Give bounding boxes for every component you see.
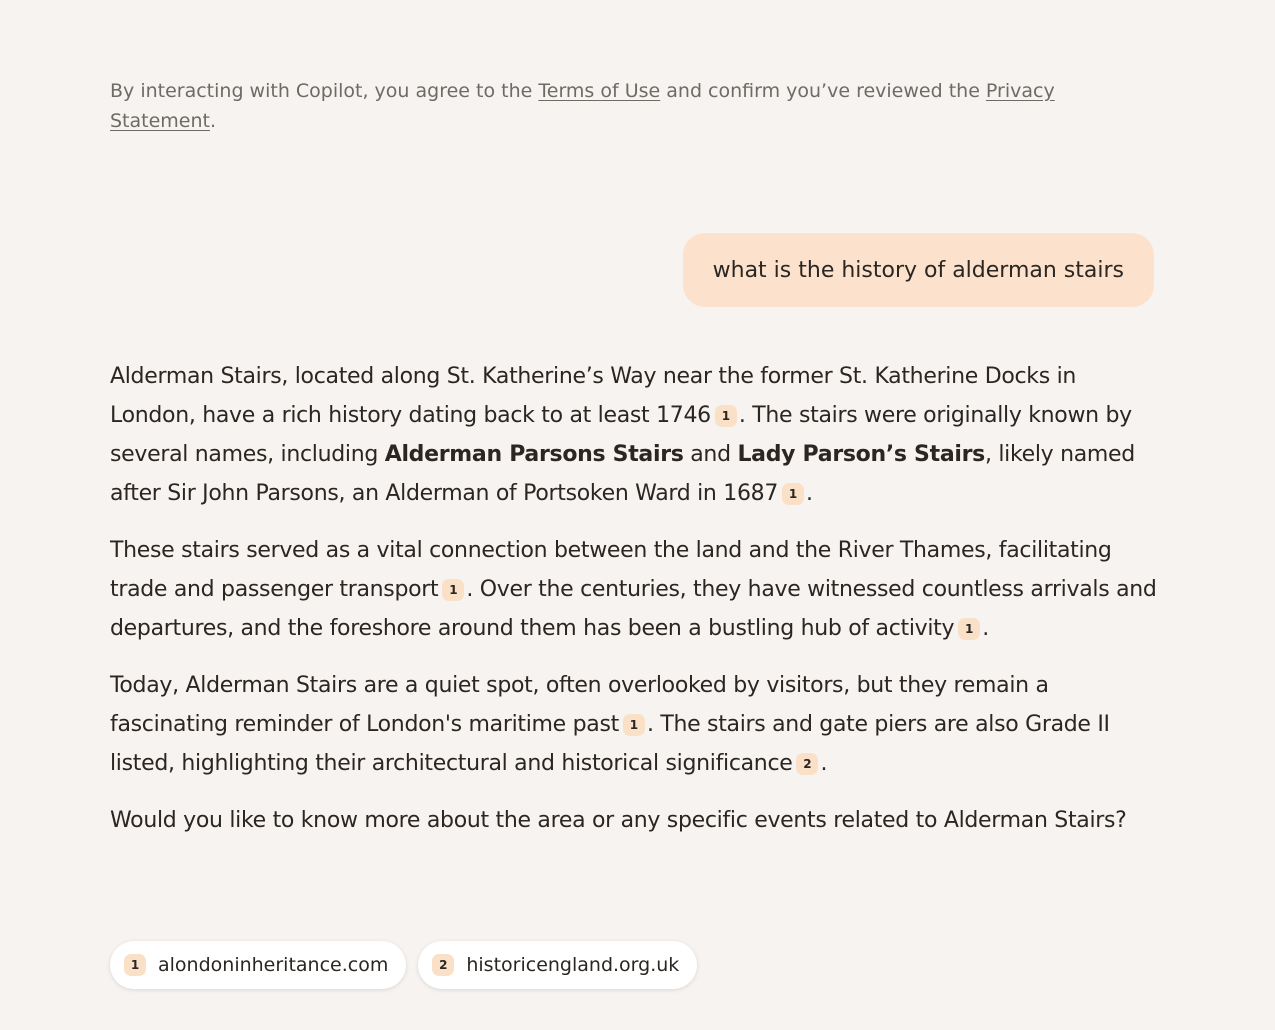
response-text: , likely named after Sir John Parsons, an Alderman of Portsoken Ward in 1687	[110, 442, 1135, 506]
response-paragraph-3	[110, 666, 1160, 783]
source-list	[110, 941, 697, 989]
source-number-badge: 1	[124, 954, 146, 976]
citation-badge[interactable]: 2	[796, 753, 818, 775]
source-chip-alondoninheritance[interactable]	[110, 941, 406, 989]
response-text: These stairs served as a vital connection between the land and the River Thames, facilitating trade and passenger transport	[110, 538, 1112, 602]
response-text: and	[683, 442, 738, 467]
user-message-text: what is the history of alderman stairs	[712, 257, 1124, 283]
assistant-response	[110, 357, 1160, 858]
response-text: . Over the centuries, they have witnessed countless arrivals and departures, and the foreshore around them has been a bustling hub of activity	[110, 577, 1157, 641]
response-text: Today, Alderman Stairs are a quiet spot, often overlooked by visitors, but they remain a fascinating reminder of London's maritime past	[110, 673, 1049, 737]
response-text: .	[982, 616, 989, 641]
disclaimer-prefix: By interacting with Copilot, you agree to the	[110, 80, 539, 102]
response-paragraph-4: Would you like to know more about the area or any specific events related to Alderman Stairs?	[110, 808, 1127, 833]
citation-badge[interactable]: 1	[623, 714, 645, 736]
disclaimer-suffix: .	[209, 110, 217, 132]
terms-of-use-link[interactable]: Terms of Use	[538, 80, 661, 102]
citation-badge[interactable]: 1	[782, 483, 804, 505]
bold-term: Alderman Parsons Stairs	[384, 442, 684, 467]
response-text: .	[806, 481, 813, 506]
source-label: alondoninheritance.com	[158, 954, 389, 976]
bold-term: Lady Parson’s Stairs	[737, 442, 985, 467]
response-text: Alderman Stairs, located along St. Katherine’s Way near the former St. Katherine Docks in London, have a rich history dating back to at least 1746	[110, 364, 1077, 428]
source-number-badge: 2	[432, 954, 454, 976]
response-text: .	[820, 751, 828, 776]
source-label: historicengland.org.uk	[466, 954, 680, 976]
response-text: . The stairs and gate piers are also Grade II listed, highlighting their architectural and historical significance	[110, 712, 1110, 776]
response-paragraph-1	[110, 357, 1160, 513]
citation-badge[interactable]: 1	[715, 405, 737, 427]
source-chip-historicengland[interactable]	[418, 941, 697, 989]
response-text: . The stairs were originally known by several names, including	[110, 403, 1132, 467]
disclaimer-middle: and confirm you’ve reviewed the	[660, 80, 986, 102]
citation-badge[interactable]: 1	[442, 579, 464, 601]
disclaimer-text	[110, 76, 1090, 136]
response-paragraph-2	[110, 531, 1160, 648]
citation-badge[interactable]: 1	[958, 618, 980, 640]
privacy-statement-link[interactable]: Privacy Statement	[110, 80, 1055, 132]
user-message-bubble	[683, 233, 1154, 307]
